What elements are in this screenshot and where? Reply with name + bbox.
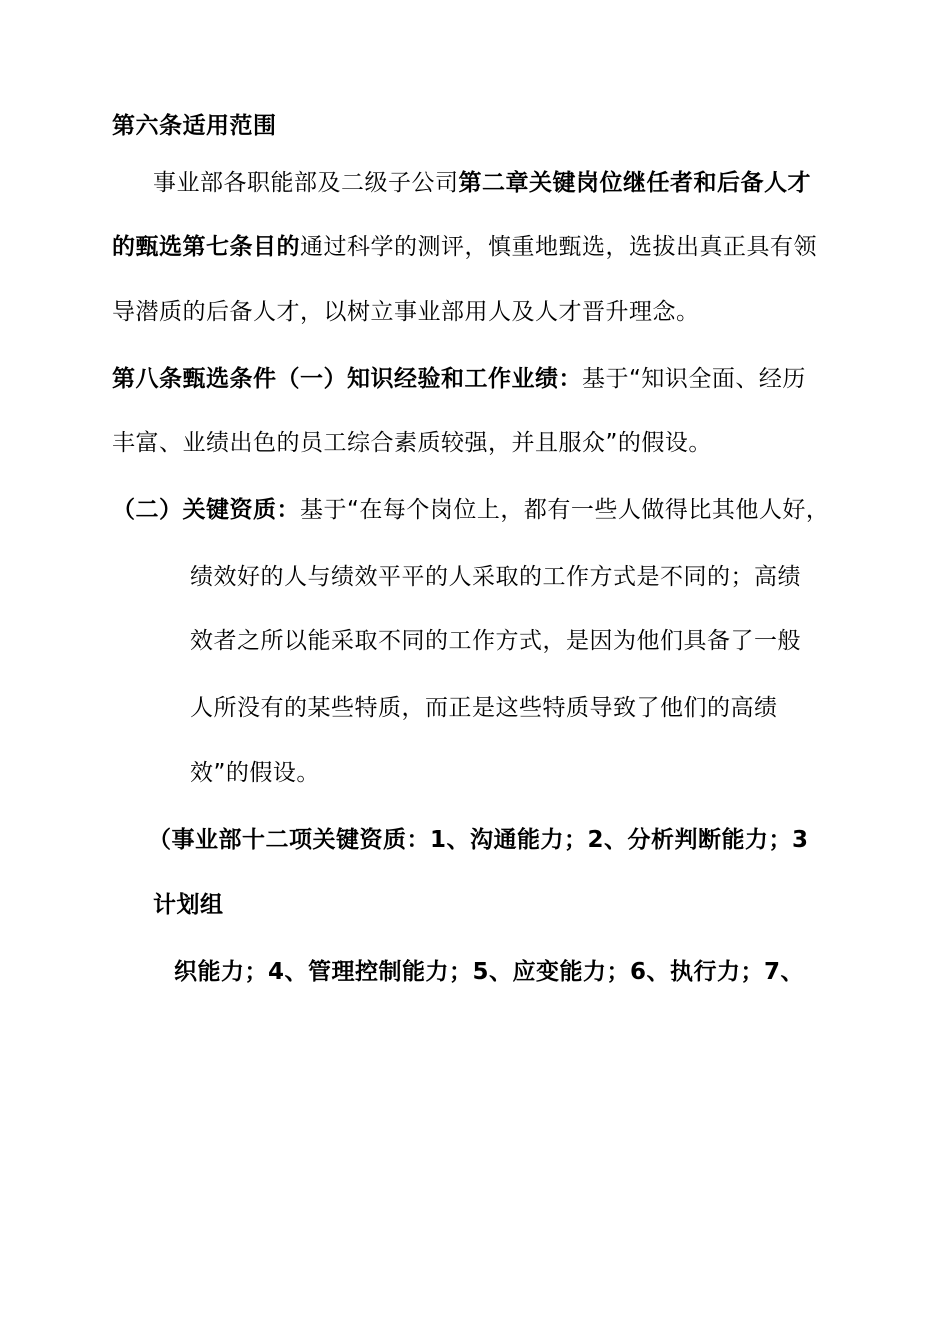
- paragraph-line-9: 人所没有的某些特质，而正是这些特质导致了他们的高绩: [190, 695, 778, 721]
- paragraph-line-13: 织能力；4、管理控制能力；5、应变能力；6、执行力；7、: [174, 959, 805, 985]
- chapter-2-heading: 第二章关键岗位继任者和后备人才: [458, 170, 811, 196]
- paragraph-line-11: （事业部十二项关键资质：1、沟通能力；2、分析判断能力；3: [148, 827, 809, 853]
- paragraph-line-8: 效者之所以能采取不同的工作方式，是因为他们具备了一般: [190, 628, 801, 654]
- paragraph-line-4: [112, 364, 806, 394]
- heading-article-6: 第六条适用范围: [112, 113, 277, 139]
- paragraph-line-7: 绩效好的人与绩效平平的人采取的工作方式是不同的；高绩: [190, 564, 801, 590]
- scope-text: 事业部各职能部及二级子公司: [153, 170, 459, 196]
- paragraph-line-12: 计划组: [153, 892, 224, 918]
- article-7-heading: 的甄选第七条目的: [112, 234, 300, 260]
- paragraph-line-6: [112, 495, 829, 525]
- paragraph-line-1: [153, 168, 811, 198]
- paragraph-line-2: [112, 232, 817, 262]
- purpose-text: 通过科学的测评，慎重地甄选，选拔出真正具有领: [300, 234, 817, 260]
- paragraph-line-5: 丰富、业绩出色的员工综合素质较强，并且服众”的假设。: [112, 430, 712, 456]
- key-qualities-text: 基于“在每个岗位上，都有一些人做得比其他人好，: [300, 497, 830, 523]
- key-qualities-heading: （二）关键资质：: [112, 497, 300, 523]
- paragraph-line-3: 导潜质的后备人才，以树立事业部用人及人才晋升理念。: [112, 299, 700, 325]
- article-8-heading: 第八条甄选条件（一）知识经验和工作业绩：: [112, 366, 582, 392]
- knowledge-text: 基于“知识全面、经历: [582, 366, 806, 392]
- paragraph-line-10: 效”的假设。: [190, 760, 320, 786]
